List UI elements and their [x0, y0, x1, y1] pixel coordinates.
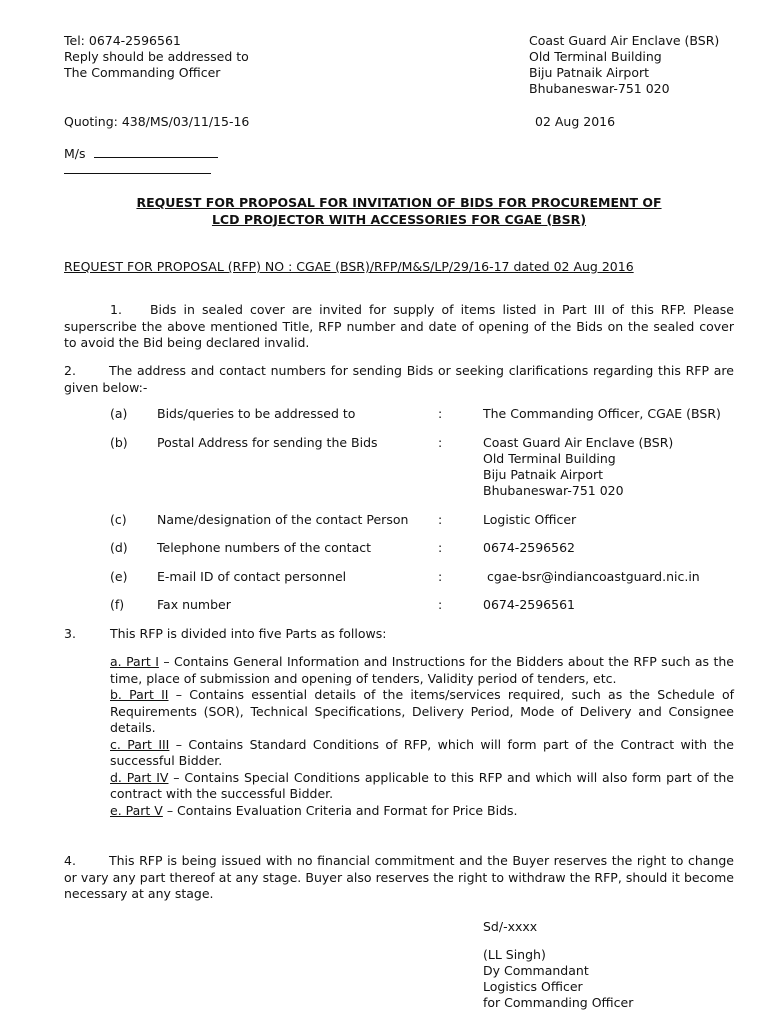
reply-line: Reply should be addressed to [64, 49, 249, 64]
part-item [110, 737, 734, 770]
row-label: E-mail ID of contact personnel [157, 569, 347, 584]
row-code: (f) [110, 597, 125, 612]
part-text: – Contains Special Conditions applicable to this RFP and which will also form part of the contract with the successful Bidder. [110, 769, 734, 801]
row-label: Postal Address for sending the Bids [157, 435, 378, 450]
title-line-1: REQUEST FOR PROPOSAL FOR INVITATION OF BIDS FOR PROCUREMENT OF [136, 195, 662, 210]
addressee-line [64, 146, 218, 163]
row-colon: : [438, 512, 443, 527]
part-label: b. Part II [110, 687, 169, 702]
address-line-2: Old Terminal Building [529, 49, 662, 64]
title-line-2: LCD PROJECTOR WITH ACCESSORIES FOR CGAE (BSR) [211, 211, 587, 227]
row-colon: : [438, 406, 443, 421]
addressee-prefix: M/s [64, 146, 86, 161]
postal-address-line: Old Terminal Building [483, 451, 616, 466]
part-label: e. Part V [110, 802, 163, 818]
part-item [110, 687, 734, 737]
para-2-text: The address and contact numbers for sending Bids or seeking clarifications regarding this RFP are given below:- [64, 363, 734, 395]
row-label: Name/designation of the contact Person [157, 512, 409, 527]
rfp-number: REQUEST FOR PROPOSAL (RFP) NO : CGAE (BSR)/RFP/M&S/LP/29/16-17 dated 02 Aug 2016 [64, 259, 634, 274]
part-text: – Contains General Information and Instructions for the Bidders about the RFP such as the time, place of submission and opening of tenders, Validity period of tenders, etc. [110, 654, 734, 686]
row-label: Telephone numbers of the contact [157, 540, 372, 555]
addressee-second-line [64, 162, 211, 179]
row-value: 0674-2596562 [483, 540, 575, 555]
addressee-blank [94, 157, 218, 158]
part-text: – Contains Standard Conditions of RFP, which will form part of the Contract with the successful Bidder. [110, 736, 734, 768]
row-code: (b) [110, 435, 128, 450]
letter-date: 02 Aug 2016 [535, 114, 616, 129]
para-1-number: 1. [110, 302, 122, 317]
signatory-for: for Commanding Officer [483, 995, 634, 1010]
part-text: – Contains Evaluation Criteria and Format for Price Bids. [162, 802, 518, 818]
row-value: 0674-2596561 [483, 597, 575, 612]
officer-line: The Commanding Officer [64, 65, 221, 80]
quoting-reference: Quoting: 438/MS/03/11/15-16 [64, 114, 250, 129]
addressee-blank-2 [64, 173, 211, 174]
row-code: (a) [110, 406, 128, 421]
row-colon: : [438, 569, 443, 584]
postal-address-line: Biju Patnaik Airport [483, 467, 604, 482]
row-value: Coast Guard Air Enclave (BSR) [483, 435, 674, 450]
paragraph-4 [64, 853, 734, 903]
address-line-4: Bhubaneswar-751 020 [529, 81, 670, 96]
signatory-name: (LL Singh) [483, 947, 546, 962]
document-title [64, 195, 734, 228]
para-1-text: Bids in sealed cover are invited for supply of items listed in Part III of this RFP. Please superscribe the above mentioned Title, RFP number and date of opening of the Bids on the sealed cover to avoid the Bid being declared invalid. [64, 302, 734, 350]
para-3-number: 3. [64, 626, 76, 641]
row-colon: : [438, 540, 443, 555]
paragraph-1 [64, 302, 734, 352]
para-4-number: 4. [64, 853, 76, 868]
signatory-rank: Dy Commandant [483, 963, 589, 978]
para-4-text: This RFP is being issued with no financial commitment and the Buyer reserves the right to change or vary any part thereof at any stage. Buyer also reserves the right to withdraw the RFP, should it become necessary at any stage. [64, 853, 734, 901]
row-value: cgae-bsr@indiancoastguard.nic.in [487, 569, 700, 584]
row-value: The Commanding Officer, CGAE (BSR) [483, 406, 721, 421]
row-label: Fax number [157, 597, 231, 612]
row-code: (e) [110, 569, 128, 584]
parts-list [110, 654, 734, 819]
para-3-text: This RFP is divided into five Parts as follows: [110, 626, 387, 641]
part-label: a. Part I [110, 654, 159, 669]
row-colon: : [438, 435, 443, 450]
row-value: Logistic Officer [483, 512, 577, 527]
address-line-1: Coast Guard Air Enclave (BSR) [529, 33, 720, 48]
signature-mark: Sd/-xxxx [483, 919, 538, 934]
row-label: Bids/queries to be addressed to [157, 406, 356, 421]
postal-address-line: Bhubaneswar-751 020 [483, 483, 624, 498]
para-2-number: 2. [64, 363, 76, 378]
row-code: (d) [110, 540, 128, 555]
part-label: d. Part IV [110, 769, 169, 785]
paragraph-2 [64, 363, 734, 396]
part-text: – Contains essential details of the items/services required, such as the Schedule of Requirements (SOR), Technical Specifications, Delivery Period, Mode of Delivery and Consignee details. [110, 687, 735, 735]
part-label: c. Part III [110, 736, 170, 752]
signatory-role: Logistics Officer [483, 979, 583, 994]
address-line-3: Biju Patnaik Airport [529, 65, 650, 80]
row-code: (c) [110, 512, 127, 527]
row-colon: : [438, 597, 443, 612]
part-item [110, 654, 734, 687]
part-item [110, 770, 734, 803]
part-item [110, 803, 734, 820]
telephone-line: Tel: 0674-2596561 [64, 33, 181, 48]
